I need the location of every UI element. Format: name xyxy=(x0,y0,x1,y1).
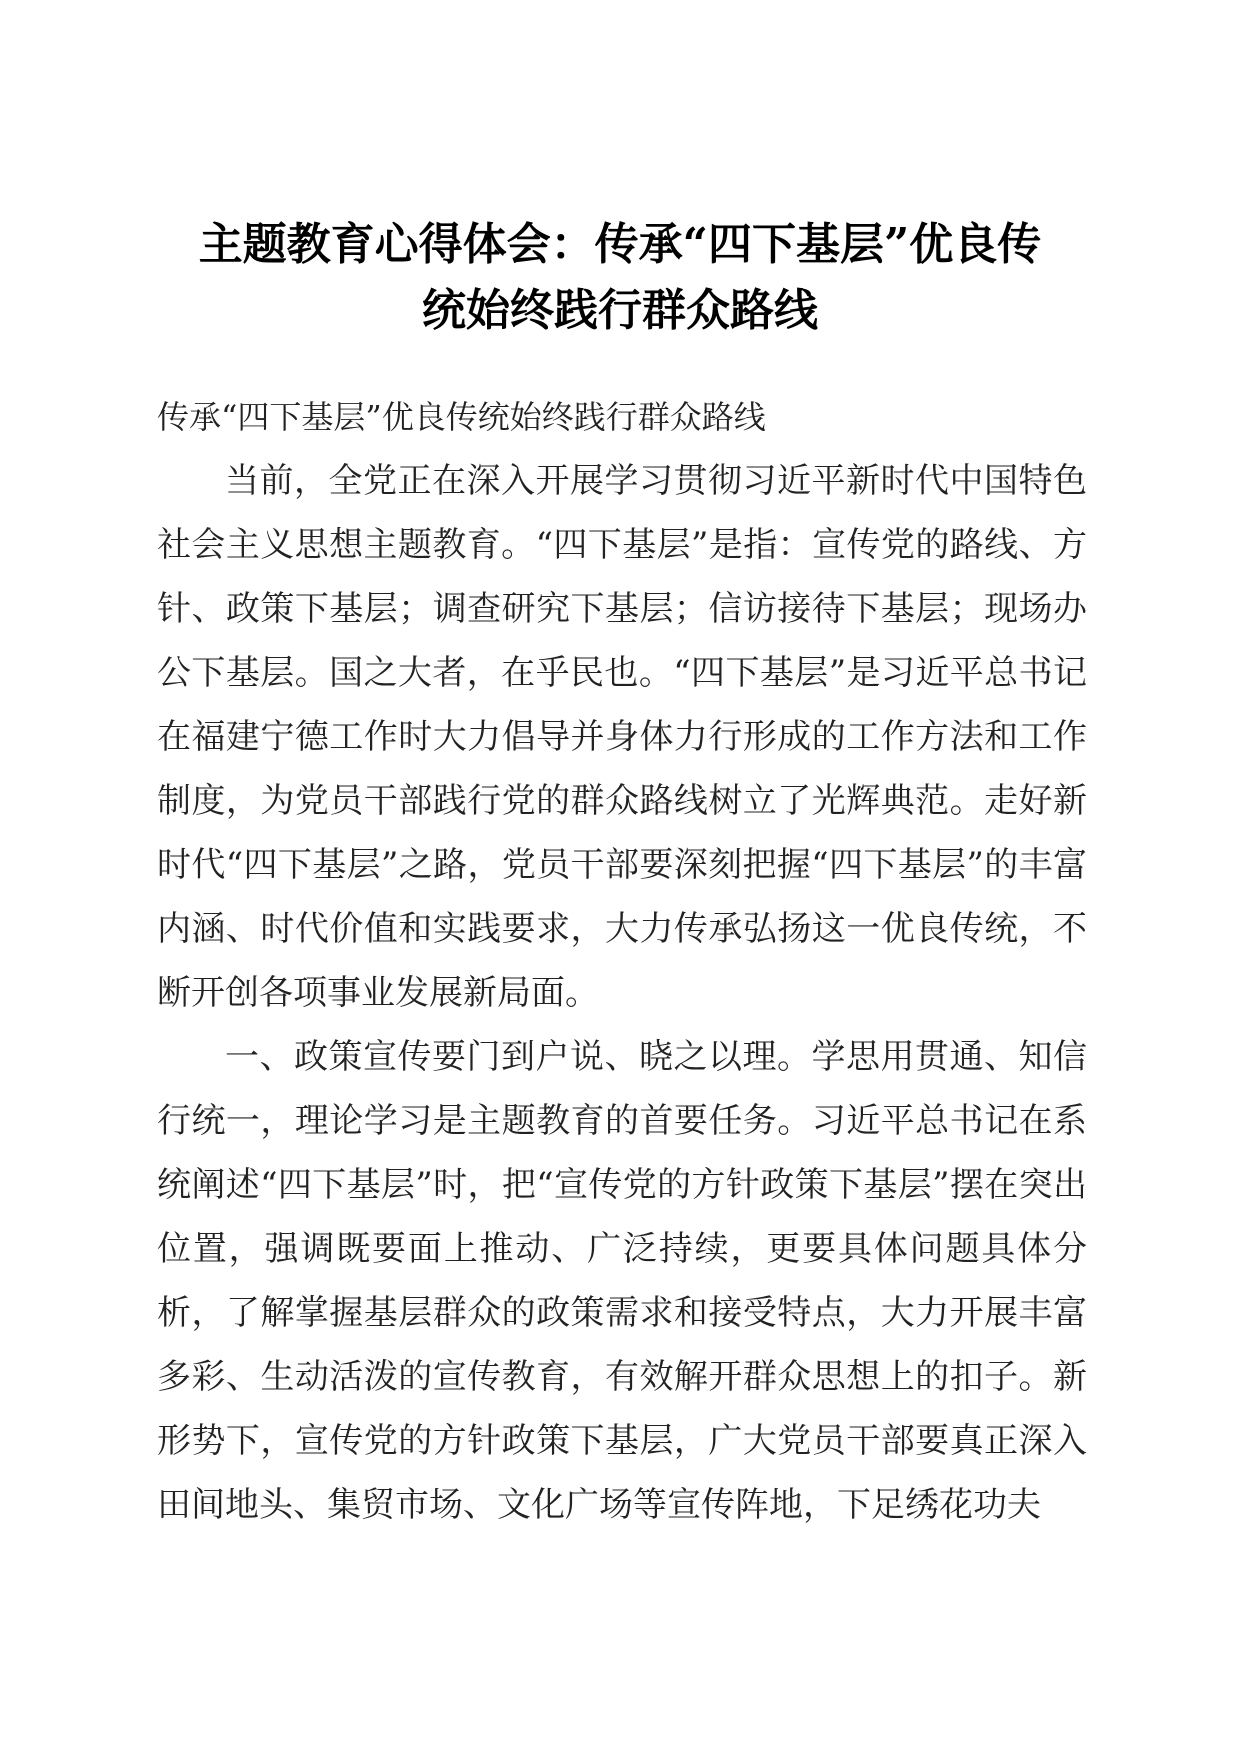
paragraph-2: 一、政策宣传要门到户说、晓之以理。学思用贯通、知信行统一，理论学习是主题教育的首要任务。习近平总书记在系统阐述“四下基层”时，把“宣传党的方针政策下基层”摆在突出位置，强调既要面上推动、广泛持续，更要具体问题具体分析，了解掌握基层群众的政策需求和接受特点，大力开展丰富多彩、生动活泼的宣传教育，有效解开群众思想上的扣子。新形势下，宣传党的方针政策下基层，广大党员干部要真正深入田间地头、集贸市场、文化广场等宣传阵地，下足绣花功夫 xyxy=(157,1037,1087,1525)
title-line-1: 主题教育心得体会：传承“四下基层”优良传 xyxy=(198,219,1042,270)
paragraph-1: 当前，全党正在深入开展学习贯彻习近平新时代中国特色社会主义思想主题教育。“四下基层”是指：宣传党的路线、方针、政策下基层；调查研究下基层；信访接待下基层；现场办公下基层。国之大者，在乎民也。“四下基层”是习近平总书记在福建宁德工作时大力倡导并身体力行形成的工作方法和工作制度，为党员干部践行党的群众路线树立了光辉典范。走好新时代“四下基层”之路，党员干部要深刻把握“四下基层”的丰富内涵、时代价值和实践要求，大力传承弘扬这一优良传统，不断开创各项事业发展新局面。 xyxy=(157,461,1087,1013)
subtitle: 传承“四下基层”优良传统始终践行群众路线 xyxy=(157,398,766,436)
document-title xyxy=(140,212,1100,344)
title-line-2: 统始终践行群众路线 xyxy=(422,285,818,336)
document-body xyxy=(157,385,1087,1537)
